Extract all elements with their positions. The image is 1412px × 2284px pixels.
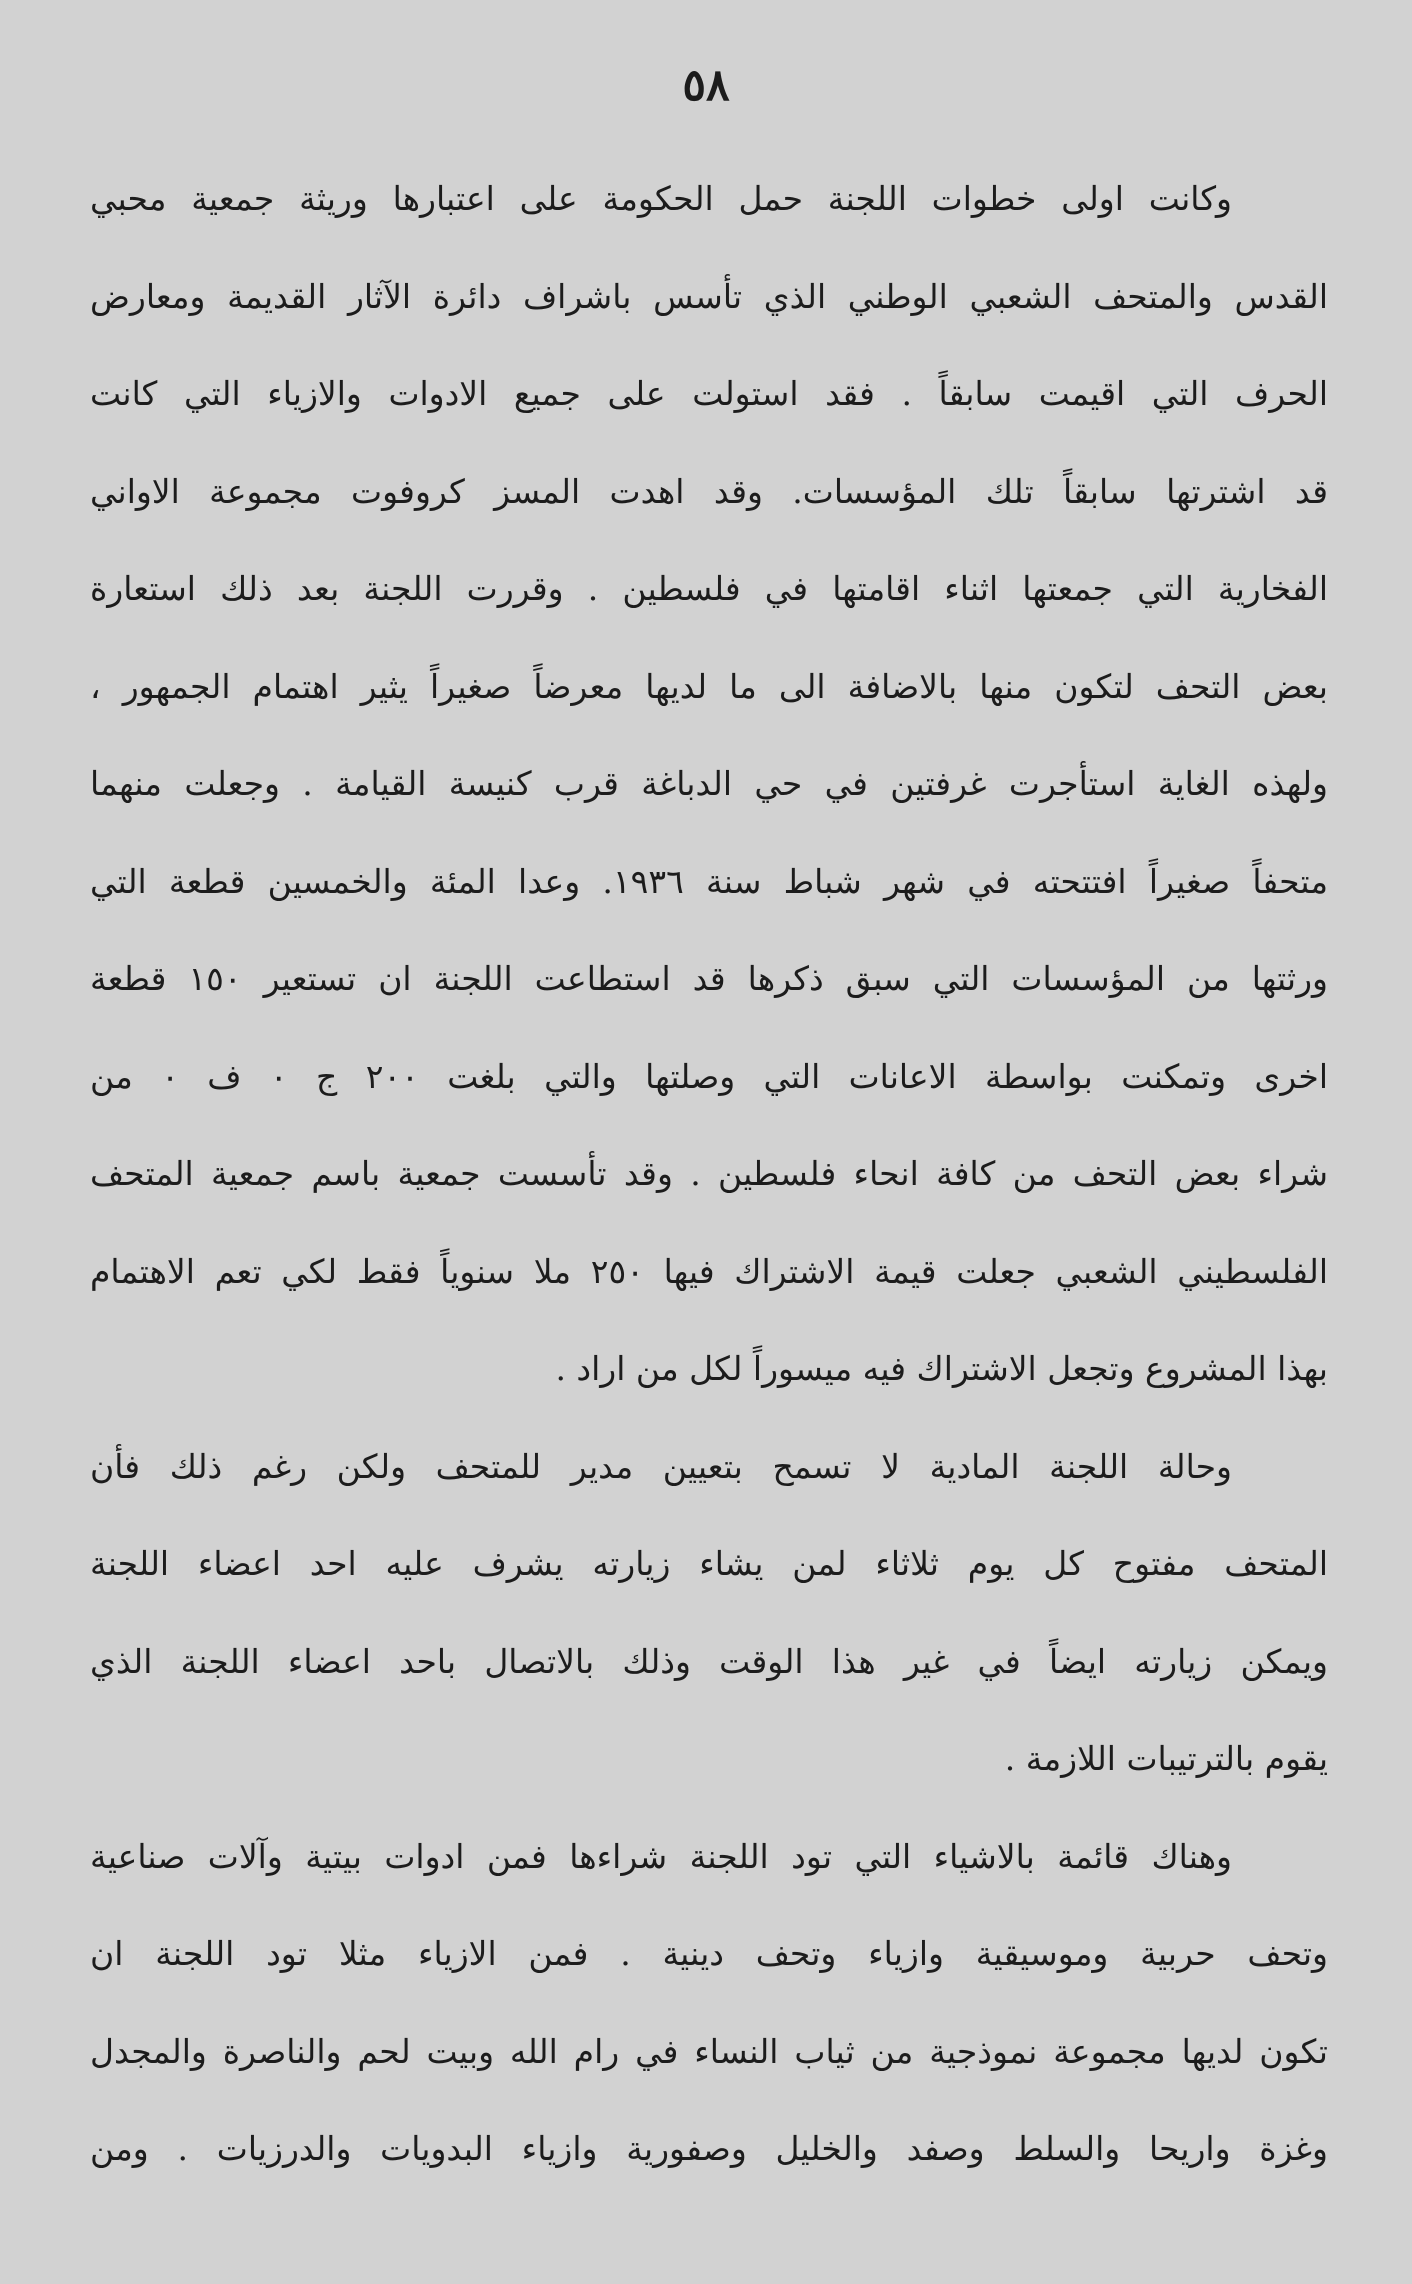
text-line: بهذا المشروع وتجعل الاشتراك فيه ميسوراً لكل من اراد . <box>555 1349 1328 1388</box>
text-line: يقوم بالترتيبات اللازمة . <box>1004 1739 1328 1778</box>
text-line: بعض التحف لتكون منها بالاضافة الى ما لديها معرضاً صغيراً يثير اهتمام الجمهور ، <box>90 666 1328 706</box>
page-body <box>90 150 1328 2198</box>
paragraph-1 <box>90 150 1328 1418</box>
text-line: القدس والمتحف الشعبي الوطني الذي تأسس باشراف دائرة الآثار القديمة ومعارض <box>90 276 1328 316</box>
text-line: وتحف حربية وموسيقية وازياء وتحف دينية . فمن الازياء مثلا تود اللجنة ان <box>90 1934 1328 1973</box>
text-line: الفخارية التي جمعتها اثناء اقامتها في فلسطين . وقررت اللجنة بعد ذلك استعارة <box>90 569 1328 608</box>
text-line: ورثتها من المؤسسات التي سبق ذكرها قد استطاعت اللجنة ان تستعير ١٥٠ قطعة <box>90 959 1328 998</box>
text-line: الحرف التي اقيمت سابقاً . فقد استولت على جميع الادوات والازياء التي كانت <box>90 374 1328 413</box>
page-number: ٥٨ <box>682 60 730 111</box>
text-line: متحفاً صغيراً افتتحته في شهر شباط سنة ١٩٣٦. وعدا المئة والخمسين قطعة التي <box>90 861 1328 901</box>
text-line: ولهذه الغاية استأجرت غرفتين في حي الدباغة قرب كنيسة القيامة . وجعلت منهما <box>90 764 1328 803</box>
text-line: وحالة اللجنة المادية لا تسمح بتعيين مدير للمتحف ولكن رغم ذلك فأن <box>90 1446 1232 1486</box>
text-line: تكون لديها مجموعة نموذجية من ثياب النساء في رام الله وبيت لحم والناصرة والمجدل <box>90 2031 1328 2071</box>
paragraph-3 <box>90 1808 1328 2198</box>
paragraph-2 <box>90 1418 1328 1808</box>
text-line: الفلسطيني الشعبي جعلت قيمة الاشتراك فيها ٢٥٠ ملا سنوياً فقط لكي تعم الاهتمام <box>90 1251 1328 1291</box>
text-line: المتحف مفتوح كل يوم ثلاثاء لمن يشاء زيارته يشرف عليه احد اعضاء اللجنة <box>90 1544 1328 1583</box>
text-line: وغزة واريحا والسلط وصفد والخليل وصفورية وازياء البدويات والدرزيات . ومن <box>90 2129 1328 2168</box>
text-line: اخرى وتمكنت بواسطة الاعانات التي وصلتها والتي بلغت ٢٠٠ ج ٠ ف ٠ من <box>90 1056 1328 1096</box>
text-line: شراء بعض التحف من كافة انحاء فلسطين . وقد تأسست جمعية باسم جمعية المتحف <box>90 1154 1328 1193</box>
text-line: وكانت اولى خطوات اللجنة حمل الحكومة على اعتبارها وريثة جمعية محبي <box>90 179 1232 218</box>
text-line: قد اشترتها سابقاً تلك المؤسسات. وقد اهدت المسز كروفوت مجموعة الاواني <box>90 471 1328 511</box>
text-line: وهناك قائمة بالاشياء التي تود اللجنة شراءها فمن ادوات بيتية وآلات صناعية <box>90 1836 1232 1876</box>
text-line: ويمكن زيارته ايضاً في غير هذا الوقت وذلك بالاتصال باحد اعضاء اللجنة الذي <box>90 1641 1328 1681</box>
